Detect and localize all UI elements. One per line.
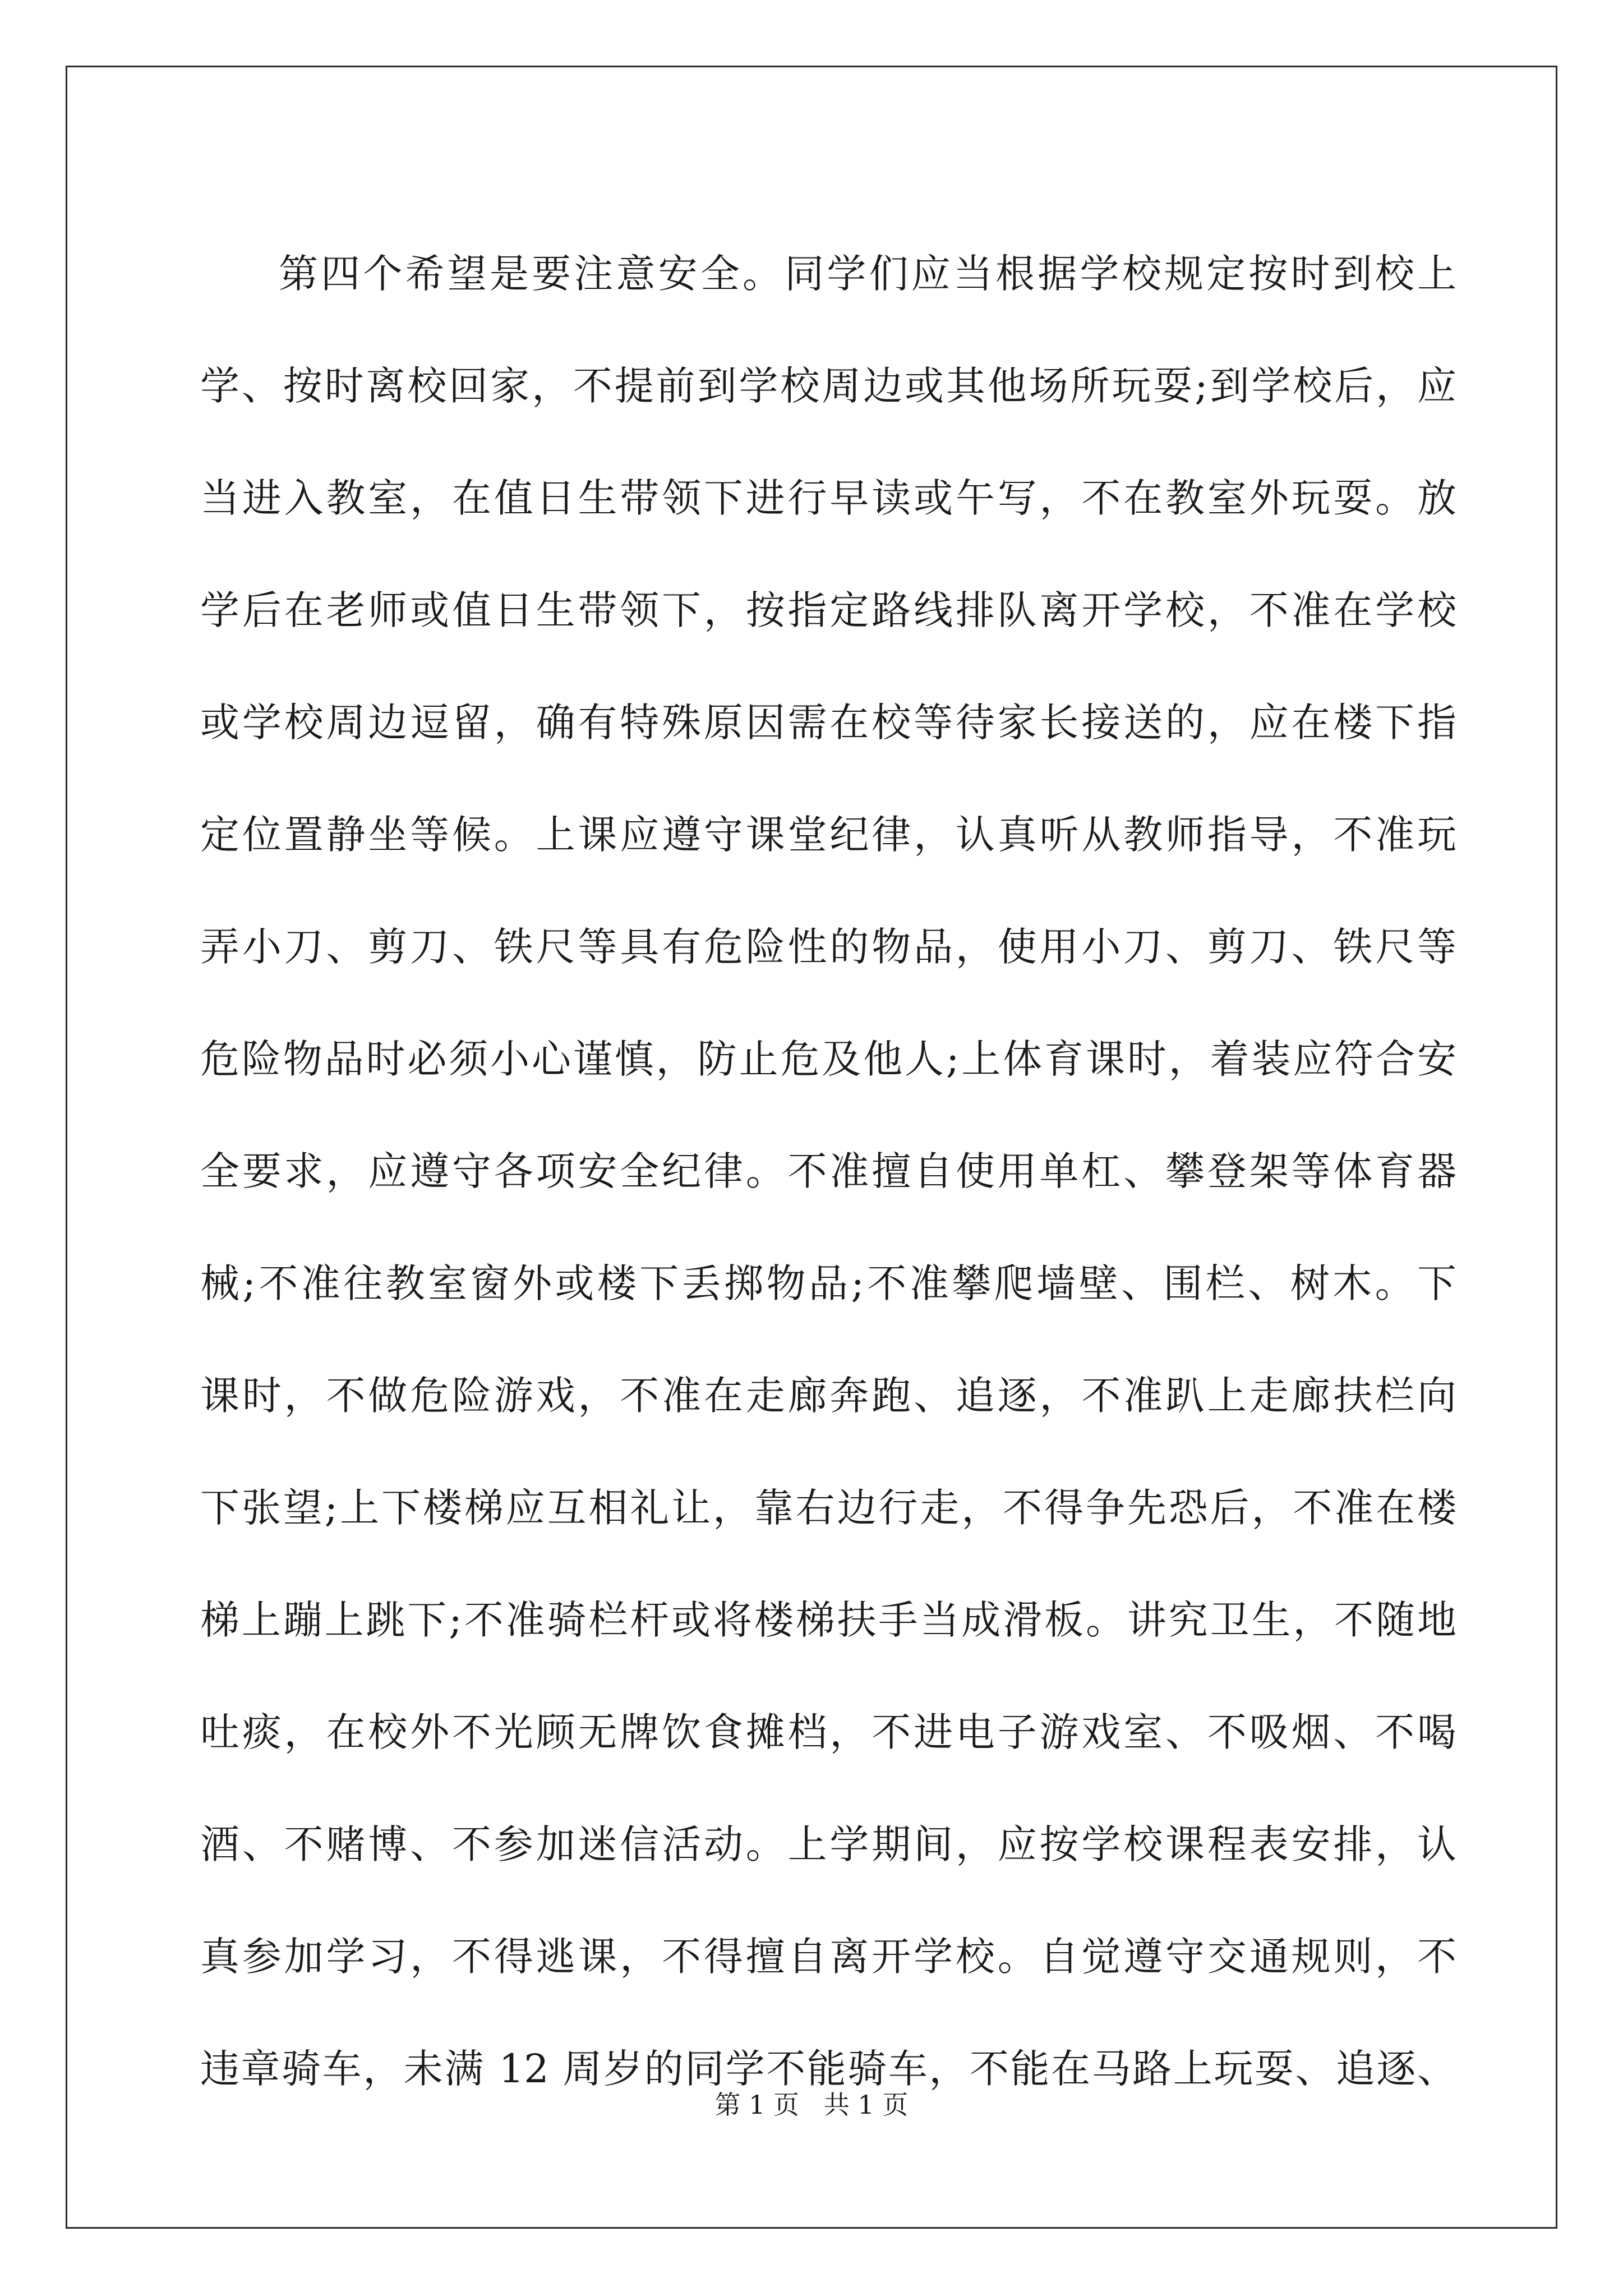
paragraph-line: 或学校周边逗留，确有特殊原因需在校等待家长接送的，应在楼下指 bbox=[200, 700, 1456, 746]
paragraph-line: 学后在老师或值日生带领下，按指定路线排队离开学校，不准在学校 bbox=[200, 587, 1456, 633]
paragraph-line: 械;不准往教室窗外或楼下丢掷物品;不准攀爬墙壁、围栏、树木。下 bbox=[200, 1260, 1456, 1306]
paragraph-line: 梯上蹦上跳下;不准骑栏杆或将楼梯扶手当成滑板。讲究卫生，不随地 bbox=[200, 1597, 1456, 1643]
page-footer: 第 1 页 共 1 页 bbox=[714, 2090, 909, 2120]
body-paragraph bbox=[200, 218, 1456, 2125]
paragraph-line: 课时，不做危险游戏，不准在走廊奔跑、追逐，不准趴上走廊扶栏向 bbox=[200, 1373, 1456, 1419]
paragraph-line: 学、按时离校回家，不提前到学校周边或其他场所玩耍;到学校后，应 bbox=[200, 363, 1456, 409]
paragraph-line: 危险物品时必须小心谨慎，防止危及他人;上体育课时，着装应符合安 bbox=[200, 1036, 1456, 1082]
paragraph-line: 吐痰，在校外不光顾无牌饮食摊档，不进电子游戏室、不吸烟、不喝 bbox=[200, 1709, 1456, 1755]
paragraph-line: 第四个希望是要注意安全。同学们应当根据学校规定按时到校上 bbox=[279, 251, 1456, 297]
paragraph-line: 全要求，应遵守各项安全纪律。不准擅自使用单杠、攀登架等体育器 bbox=[200, 1148, 1456, 1194]
paragraph-line: 违章骑车，未满 12 周岁的同学不能骑车，不能在马路上玩耍、追逐、 bbox=[200, 2046, 1456, 2092]
paragraph-line: 弄小刀、剪刀、铁尺等具有危险性的物品，使用小刀、剪刀、铁尺等 bbox=[200, 924, 1456, 970]
paragraph-line: 下张望;上下楼梯应互相礼让，靠右边行走，不得争先恐后，不准在楼 bbox=[200, 1485, 1456, 1531]
paragraph-line: 酒、不赌博、不参加迷信活动。上学期间，应按学校课程表安排，认 bbox=[200, 1821, 1456, 1867]
paragraph-line: 真参加学习，不得逃课，不得擅自离开学校。自觉遵守交通规则，不 bbox=[200, 1934, 1456, 1980]
paragraph-line: 当进入教室，在值日生带领下进行早读或午写，不在教室外玩耍。放 bbox=[200, 475, 1456, 521]
paragraph-line: 定位置静坐等候。上课应遵守课堂纪律，认真听从教师指导，不准玩 bbox=[200, 812, 1456, 858]
